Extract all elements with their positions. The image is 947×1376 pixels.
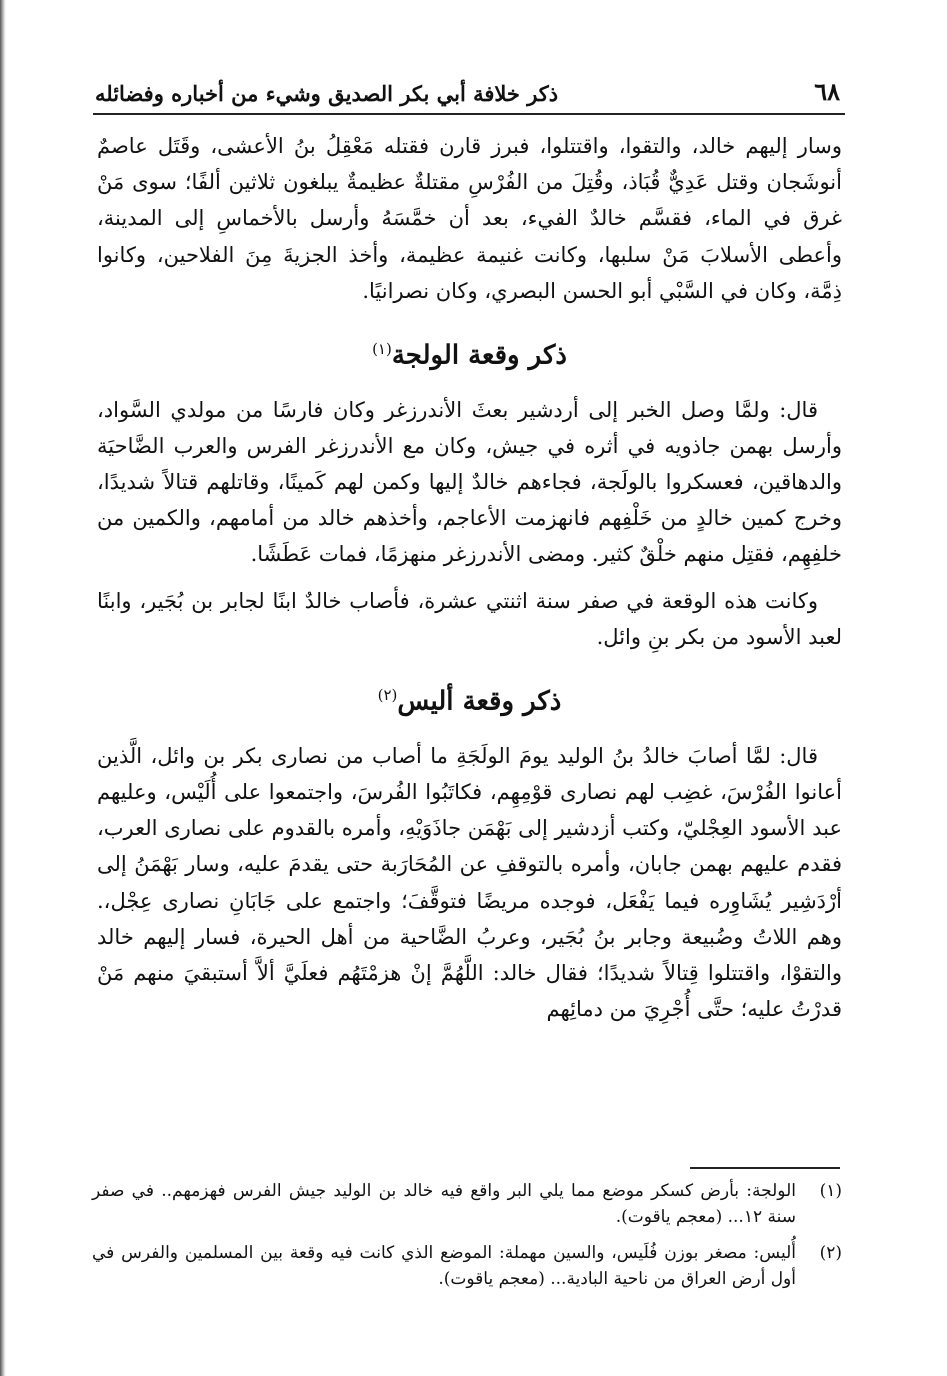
section-heading-walaja	[97, 327, 842, 378]
footnote-text: الولجة: بأرض كسكر موضع مما يلي البر واقع فيه خالد بن الوليد جيش الفرس فهزمهم.. في صفر سنة ١٢... (معجم ياقوت).	[92, 1181, 796, 1227]
section-title: ذكر وقعة أليس	[397, 686, 562, 717]
body-text	[97, 128, 842, 1027]
paragraph: قال: لمَّا أصابَ خالدُ بنُ الوليد يومَ الولَجَةِ ما أصاب من نصارى بكر بن وائل، الَّذين أعانوا الفُرْسَ، غضِب لهم نصارى قوْمِهِم، فكاتَبُوا الفُرسَ، واجتمعوا على أُلَيْس، وعليهم عبد الأسود العِجْليّ، وكتب أزدشير إلى بَهْمَن جاذَوَيْهِ، وأمره بالقدوم على نصارى العرب، فقدم عليهم بهمن جابان، وأمره بالتوقفِ عن المُحَارَبة حتى يقدمَ عليه، وسار بَهْمَنُ إلى أرْدَشِير يُشَاوِره فيما يَفْعَل، فوجده مريضًا فتوقَّفَ؛ واجتمع على جَابَانِ نصارى عِجْل،. وهم اللاتُ وضُبيعة وجابر بنُ بُجَير، وعربُ الضَّاحية من أهل الحيرة، فسار إليهم خالد والتقوْا، واقتتلوا قِتالاً شديدًا؛ فقال خالد: اللَّهُمَّ إنْ هزمْتَهُم فعلَيَّ ألاَّ أستبقيَ منهم مَنْ قدرْتُ عليه؛ حتَّى أُجْرِيَ من دمائِهم	[97, 743, 842, 1022]
section-heading-ullais	[97, 673, 842, 724]
page-number: ٦٨	[814, 77, 840, 106]
footnote	[92, 1240, 842, 1292]
page-header	[95, 70, 840, 106]
footnote-rule	[690, 1167, 840, 1169]
paragraph: وسار إليهم خالد، والتقوا، واقتتلوا، فبرز قارن فقتله مَعْقِلُ بنُ الأعشى، وقَتَل عاصمٌ أنوشَجان وقتل عَدِيٌّ قُبَاذ، وقُتِلَ من الفُرْسِ مقتلةٌ عظيمةٌ يبلغون ثلاثين ألفًا؛ سوى مَنْ غرق في الماء، فقسَّم خالدٌ الفيء، بعد أن خمَّسَهُ وأرسل بالأخماسِ إلى المدينة، وأعطى الأسلابَ مَنْ سلبها، وكانت غنيمة عظيمة، وأخذ الجزيةَ مِنَ الفلاحين، وكانوا ذِمَّة، وكان في السَّبْي أبو الحسن البصري، وكان نصرانيًا.	[97, 134, 842, 303]
section-title: ذكر وقعة الولجة	[391, 340, 567, 371]
footnotes	[92, 1178, 842, 1302]
footnote-marker: (٢)	[377, 686, 398, 705]
footnote-marker: (١)	[372, 340, 392, 359]
page-binding-edge	[0, 0, 6, 1376]
paragraph: وكانت هذه الوقعة في صفر سنة اثنتي عشرة، فأصاب خالدٌ ابنًا لجابر بن بُجَير، وابنًا لعبد الأسود من بكر بنِ وائل.	[97, 588, 842, 649]
footnote-text: أُليس: مصغر بوزن فُلَيس، والسين مهملة: الموضع الذي كانت فيه وقعة بين المسلمين والفرس في أول أرض العراق من ناحية البادية... (معجم ياقوت).	[92, 1243, 796, 1289]
running-title: ذكر خلافة أبي بكر الصديق وشيء من أخباره وفضائله	[95, 81, 559, 106]
footnote	[92, 1178, 842, 1230]
paragraph: قال: ولمَّا وصل الخبر إلى أردشير بعثَ الأندرزغر وكان فارسًا من مولدي السَّواد، وأرسل بهمن جاذويه في أثره في جيش، وكان مع الأندرزغر الفرس والعرب الضَّاحيَة والدهاقين، فعسكروا بالولَجة، فجاءهم خالدٌ إليها وكمن لهم كَمينًا، وقاتلهم قتالاً شديدًا، وخرج كمين خالدٍ من خَلْفِهم فانهزمت الأعاجم، وأخذهم خالد من أمامهم، والكمين من خلفِهِم، فقتِل منهم خلْقٌ كثير. ومضى الأندرزغر منهزمًا، فمات عَطَشًا.	[97, 397, 842, 567]
footnote-number: (١)	[819, 1181, 842, 1201]
header-rule	[93, 113, 845, 115]
footnote-number: (٢)	[819, 1243, 842, 1263]
